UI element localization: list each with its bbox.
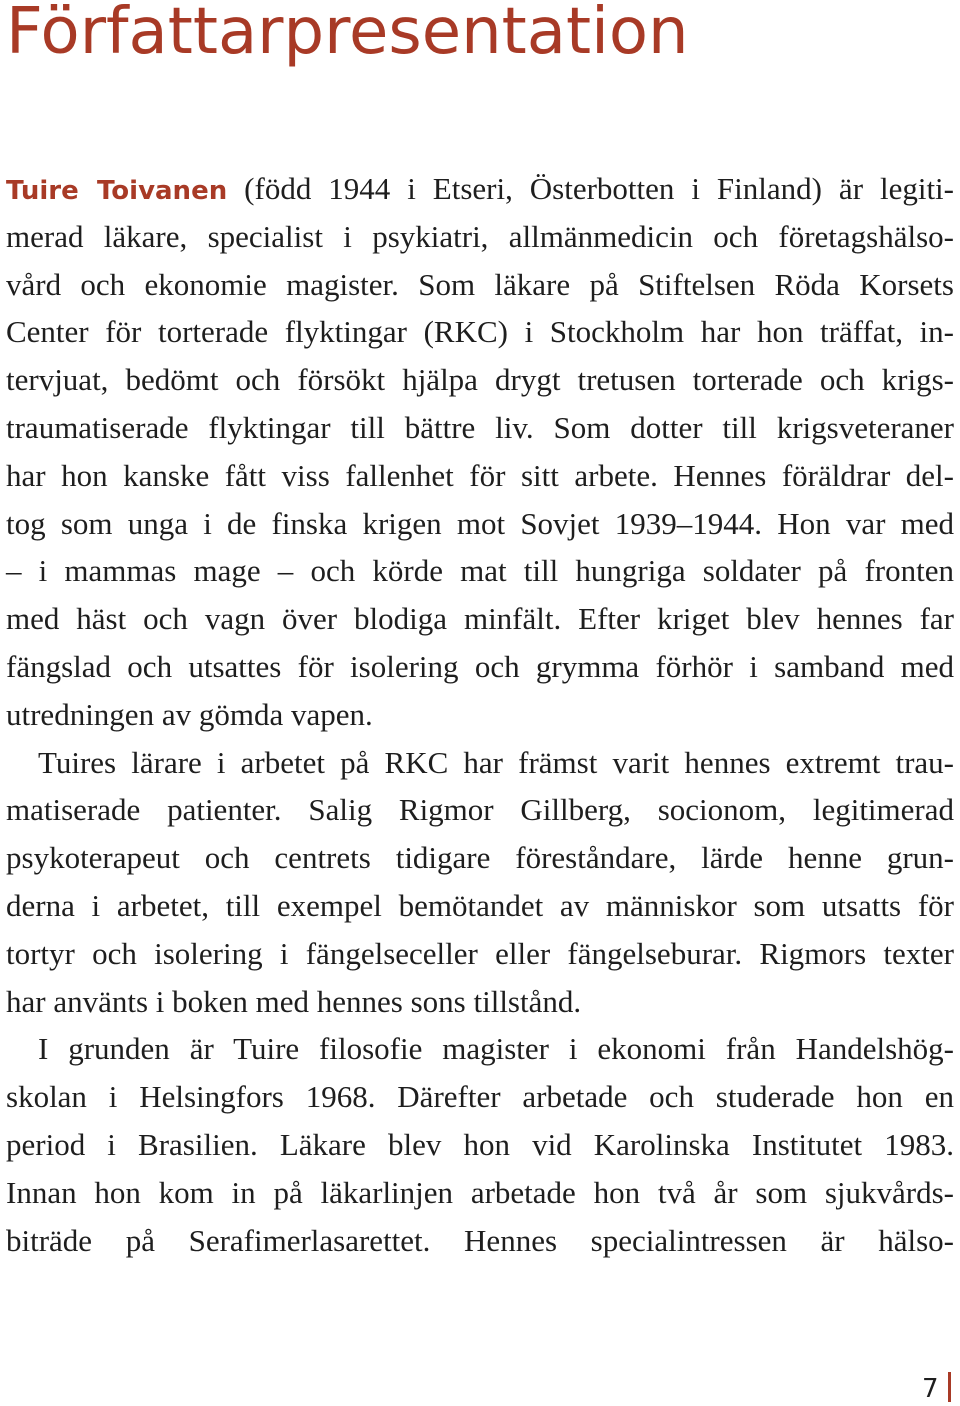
text-line: vård och ekonomie magister. Som läkare på Stiftelsen Röda Korsets bbox=[6, 266, 954, 302]
text-line: Innan hon kom in på läkarlinjen arbetade hon två år som sjukvårds- bbox=[6, 1174, 954, 1210]
text-line: tervjuat, bedömt och försökt hjälpa drygt tretusen torterade och krigs- bbox=[6, 362, 954, 398]
author-name: Tuire Toivanen bbox=[6, 176, 228, 206]
page-number: 7 bbox=[922, 1374, 939, 1404]
text-line: biträde på Serafimerlasarettet. Hennes specialintressen är hälso- bbox=[6, 1222, 954, 1258]
text-line: utredningen av gömda vapen. bbox=[6, 696, 373, 732]
text-line bbox=[6, 165, 954, 213]
text-line: med häst och vagn över blodiga minfält. Efter kriget blev hennes far bbox=[6, 601, 954, 637]
text-line: har använts i boken med hennes sons tillstånd. bbox=[6, 983, 582, 1019]
text-line: I grunden är Tuire filosofie magister i ekonomi från Handelshög- bbox=[38, 1031, 954, 1067]
text-line: Tuires lärare i arbetet på RKC har främst varit hennes extremt trau- bbox=[38, 744, 954, 780]
text-line: matiserade patienter. Salig Rigmor Gillberg, socionom, legitimerad bbox=[6, 792, 954, 828]
text-line: merad läkare, specialist i psykiatri, allmänmedicin och företagshälso- bbox=[6, 218, 954, 254]
text-line: – i mammas mage – och körde mat till hungriga soldater på fronten bbox=[6, 553, 954, 589]
text-line: skolan i Helsingfors 1968. Därefter arbetade och studerade hon en bbox=[6, 1079, 954, 1115]
page-title: Författarpresentation bbox=[6, 0, 689, 69]
text-line: traumatiserade flyktingar till bättre liv. Som dotter till krigsveteraner bbox=[6, 409, 954, 445]
author-bio bbox=[6, 165, 954, 1264]
text-line: psykoterapeut och centrets tidigare föreståndare, lärde henne grun- bbox=[6, 840, 954, 876]
text-line-content: (född 1944 i Etseri, Österbotten i Finland) är legiti- bbox=[244, 171, 954, 206]
text-line: tog som unga i de finska krigen mot Sovjet 1939–1944. Hon var med bbox=[6, 505, 954, 541]
text-line: tortyr och isolering i fängelseceller eller fängelseburar. Rigmors texter bbox=[6, 935, 954, 971]
text-line: har hon kanske fått viss fallenhet för sitt arbete. Hennes föräldrar del- bbox=[6, 457, 954, 493]
text-line: fängslad och utsattes för isolering och grymma förhör i samband med bbox=[6, 648, 954, 684]
text-line: Center för torterade flyktingar (RKC) i Stockholm har hon träffat, in- bbox=[6, 314, 954, 350]
text-line: derna i arbetet, till exempel bemötandet av människor som utsatts för bbox=[6, 887, 954, 923]
text-line: period i Brasilien. Läkare blev hon vid Karolinska Institutet 1983. bbox=[6, 1126, 954, 1162]
page-marker bbox=[948, 1372, 951, 1402]
